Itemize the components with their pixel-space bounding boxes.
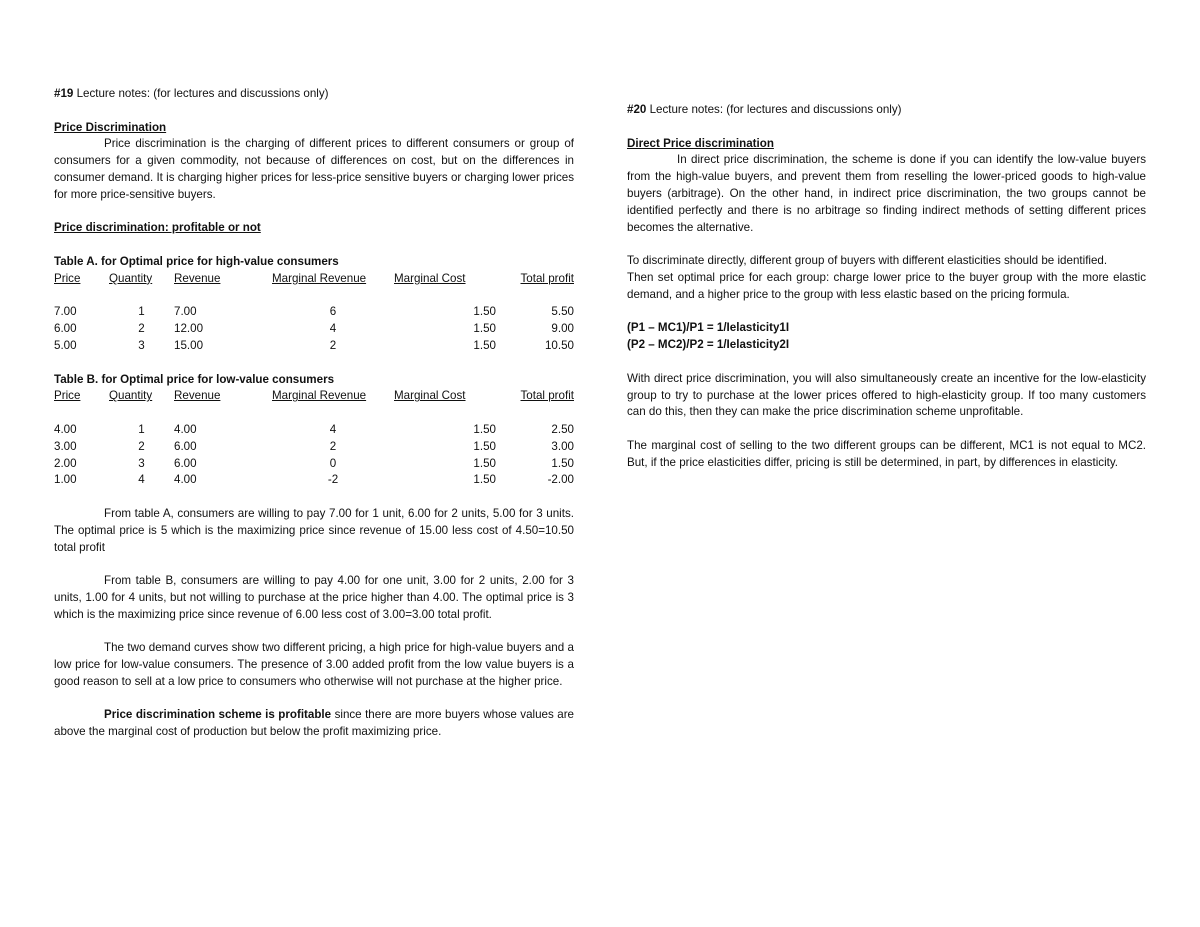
intro-paragraph: Price discrimination is the charging of different prices to different consumers or group of consumers for a given commodity, not because of differences on cost, but on the differences in consumer demand. It is charging higher prices for less-price sensitive buyers or charging lower prices for more price-sensitive buyers.: [54, 137, 575, 201]
cell-marginal-revenue: 2: [329, 338, 337, 352]
notes-heading: [54, 86, 574, 103]
profitable-rest: since there are more buyers whose values are above the marginal cost of production but below the profit maximizing price.: [54, 708, 575, 739]
table-b: [54, 388, 574, 489]
cell-price: 7.00: [54, 305, 77, 319]
paragraph-set-optimal-price: Then set optimal price for each group: charge lower price to the buyer group with the more elastic demand, and a higher price to the group with less elastic based on the pricing formula.: [627, 270, 1146, 301]
cell-marginal-revenue: 2: [329, 439, 337, 453]
section-title: Price Discrimination: [54, 120, 167, 134]
header-quantity: Quantity: [109, 389, 153, 403]
cell-marginal-cost: 1.50: [473, 456, 496, 470]
cell-quantity: 4: [138, 473, 145, 487]
cell-quantity: 2: [138, 439, 145, 453]
header-marginal-revenue: Marginal Revenue: [272, 389, 367, 403]
header-revenue: Revenue: [174, 389, 221, 403]
cell-quantity: 1: [138, 305, 145, 319]
table-row: [54, 422, 574, 439]
cell-revenue: 6.00: [174, 456, 197, 470]
cell-marginal-revenue: 6: [329, 305, 337, 319]
table-header-row: [54, 271, 574, 288]
cell-quantity: 3: [138, 338, 145, 352]
cell-total-profit: 3.00: [551, 439, 574, 453]
cell-price: 5.00: [54, 338, 77, 352]
paragraph-table-b: From table B, consumers are willing to pay 4.00 for one unit, 3.00 for 2 units, 2.00 for 3 units, 1.00 for 4 units, but not willing to purchase at the price higher than 4.00. The optimal price is 3 which is the maximizing price since revenue of 6.00 less cost of 3.00=3.00 total profit.: [54, 574, 574, 621]
notes-number: #19: [54, 87, 74, 100]
cell-marginal-revenue: 0: [329, 456, 337, 470]
cell-marginal-cost: 1.50: [473, 322, 496, 336]
cell-quantity: 1: [138, 422, 145, 436]
notes-heading: [627, 102, 1146, 119]
header-total-profit: Total profit: [520, 389, 574, 403]
cell-revenue: 12.00: [174, 322, 204, 336]
header-marginal-revenue: Marginal Revenue: [272, 271, 367, 285]
cell-marginal-revenue: -2: [327, 473, 339, 487]
paragraph-identify-groups: To discriminate directly, different group of buyers with different elasticities should be identified.: [627, 254, 1108, 268]
lecture-notes-20: [627, 102, 1146, 472]
cell-total-profit: 1.50: [551, 456, 574, 470]
header-quantity: Quantity: [109, 271, 153, 285]
notes-number: #20: [627, 103, 647, 116]
cell-revenue: 7.00: [174, 305, 197, 319]
notes-heading-text: Lecture notes: (for lectures and discussions only): [73, 87, 329, 100]
table-row: [54, 321, 574, 338]
cell-marginal-cost: 1.50: [473, 305, 496, 319]
cell-total-profit: 2.50: [551, 422, 574, 436]
paragraph-demand-curves: The two demand curves show two different pricing, a high price for high-value buyers and a low price for low-value consumers. The presence of 3.00 added profit from the low value buyers is a good reason to sell at a low price to consumers who otherwise will not purchase at the higher price.: [54, 641, 574, 688]
cell-revenue: 15.00: [174, 338, 204, 352]
cell-marginal-revenue: 4: [329, 322, 337, 336]
cell-price: 2.00: [54, 456, 77, 470]
cell-marginal-revenue: 4: [329, 422, 337, 436]
table-b-title: Table B. for Optimal price for low-value consumers: [54, 372, 335, 386]
cell-marginal-cost: 1.50: [473, 338, 496, 352]
profitable-bold-phrase: Price discrimination scheme is profitable: [104, 708, 332, 722]
table-header-row: [54, 388, 574, 405]
cell-marginal-cost: 1.50: [473, 422, 496, 436]
cell-total-profit: 10.50: [544, 338, 574, 352]
notes-heading-text: Lecture notes: (for lectures and discussions only): [646, 103, 902, 116]
cell-marginal-cost: 1.50: [473, 439, 496, 453]
cell-total-profit: 5.50: [551, 305, 574, 319]
intro-paragraph: In direct price discrimination, the scheme is done if you can identify the low-value buyers from the high-value buyers, and prevent them from reselling the lower-priced goods to high-value buyers (arbitrage). On the other hand, in indirect price discrimination, the two groups cannot be identified perfectly and there is no arbitrage so finding indirect methods of setting different prices becomes the alternative.: [627, 153, 1146, 234]
table-row: [54, 338, 574, 355]
paragraph-profitable: [54, 707, 574, 741]
header-price: Price: [54, 389, 81, 403]
table-row: [54, 439, 574, 456]
section-title: Direct Price discrimination: [627, 136, 774, 150]
pricing-formula-1: (P1 – MC1)/P1 = 1/Ielasticity1I: [627, 321, 790, 335]
lecture-notes-19: [54, 86, 574, 741]
cell-price: 1.00: [54, 473, 77, 487]
table-row: [54, 304, 574, 321]
subsection-title: Price discrimination: profitable or not: [54, 221, 261, 235]
cell-marginal-cost: 1.50: [473, 473, 496, 487]
cell-revenue: 4.00: [174, 422, 197, 436]
cell-total-profit: 9.00: [551, 322, 574, 336]
cell-total-profit: -2.00: [547, 473, 574, 487]
cell-revenue: 6.00: [174, 439, 197, 453]
header-price: Price: [54, 271, 81, 285]
paragraph-incentive: With direct price discrimination, you will also simultaneously create an incentive for the low-elasticity group to try to purchase at the lower prices offered to high-elasticity group. If too many customers can do this, then they can make the price discrimination scheme unprofitable.: [627, 371, 1146, 419]
cell-revenue: 4.00: [174, 473, 197, 487]
cell-price: 3.00: [54, 439, 77, 453]
cell-price: 6.00: [54, 322, 77, 336]
header-marginal-cost: Marginal Cost: [394, 389, 466, 403]
table-row: [54, 456, 574, 473]
paragraph-marginal-cost: The marginal cost of selling to the two different groups can be different, MC1 is not equal to MC2. But, if the price elasticities differ, pricing is still be determined, in part, by differences in elasticity.: [627, 438, 1146, 469]
header-marginal-cost: Marginal Cost: [394, 271, 466, 285]
header-revenue: Revenue: [174, 271, 221, 285]
table-a-title: Table A. for Optimal price for high-value consumers: [54, 254, 339, 268]
header-total-profit: Total profit: [520, 271, 574, 285]
cell-quantity: 2: [138, 322, 145, 336]
table-row: [54, 472, 574, 489]
cell-quantity: 3: [138, 456, 145, 470]
cell-price: 4.00: [54, 422, 77, 436]
table-a: [54, 271, 574, 355]
paragraph-table-a: From table A, consumers are willing to pay 7.00 for 1 unit, 6.00 for 2 units, 5.00 for 3 units. The optimal price is 5 which is the maximizing price since revenue of 15.00 less cost of 4.50=10.50 total profit: [54, 506, 574, 554]
pricing-formula-2: (P2 – MC2)/P2 = 1/Ielasticity2I: [627, 338, 790, 352]
